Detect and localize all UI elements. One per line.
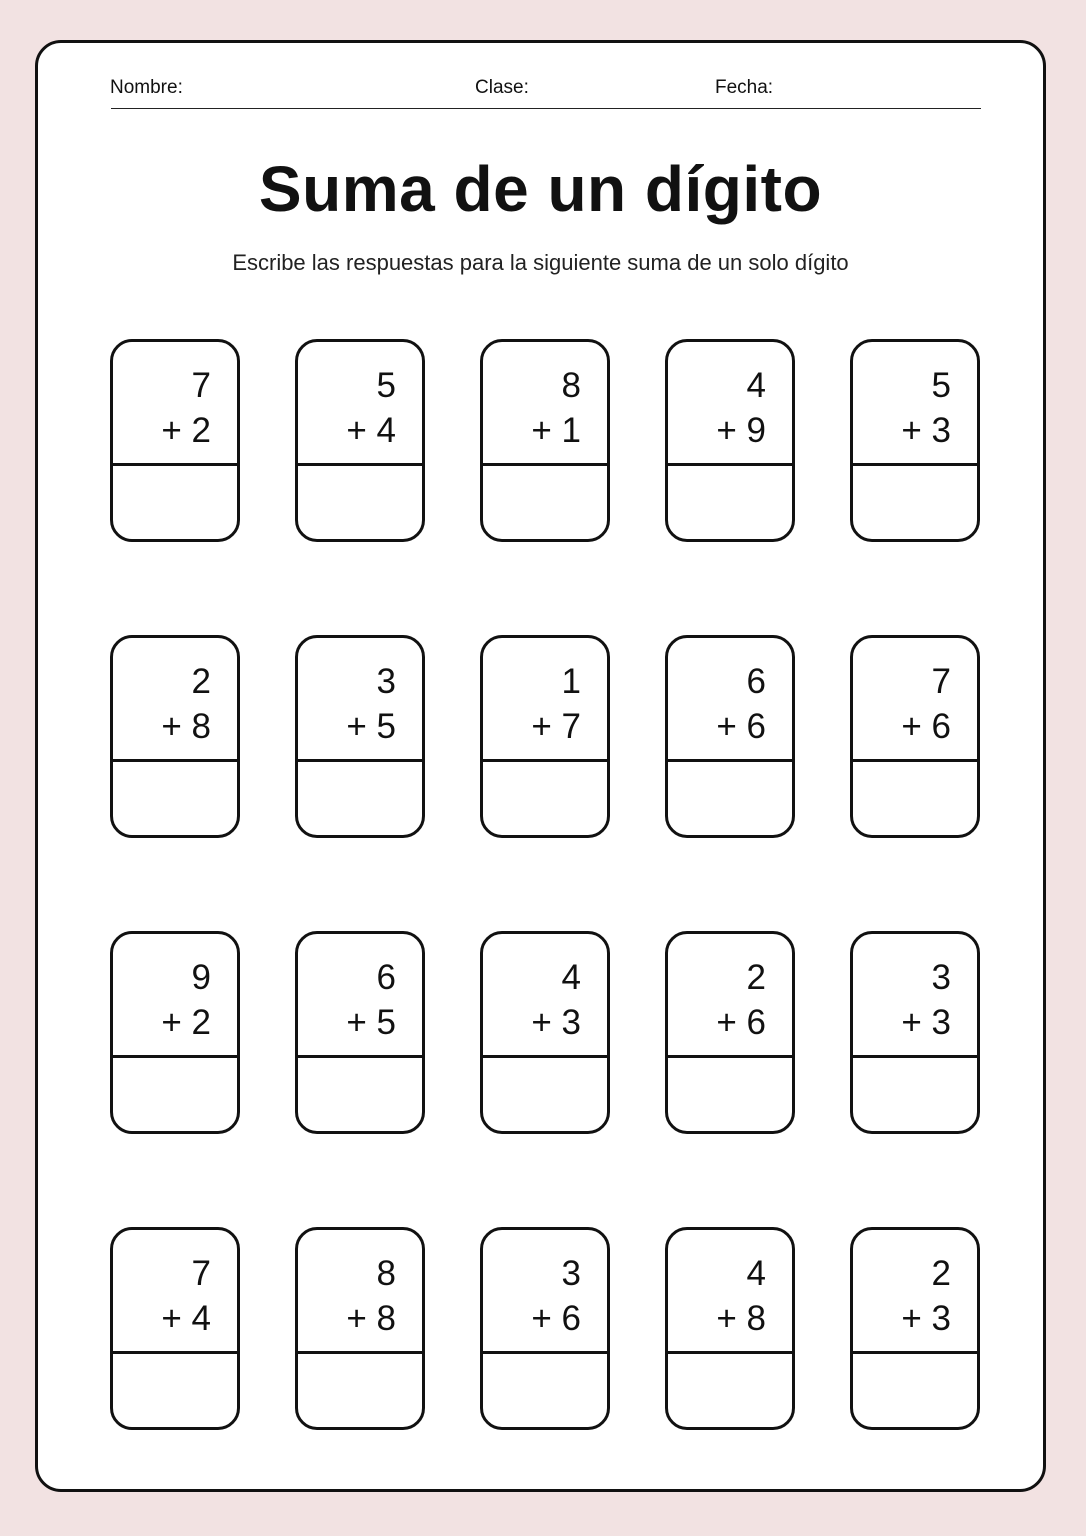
problem-card [665,339,795,542]
answer-box[interactable] [483,1058,607,1131]
problem-operands [113,934,237,1058]
second-addend: + 5 [346,1003,396,1042]
first-addend: 4 [561,958,581,997]
answer-box[interactable] [483,1354,607,1427]
first-addend: 8 [376,1254,396,1293]
problem-card [850,931,980,1134]
first-addend: 8 [561,366,581,405]
second-addend: + 8 [161,707,211,746]
problem-card [110,931,240,1134]
answer-box[interactable] [668,466,792,539]
first-addend: 3 [376,662,396,701]
problem-operands [298,934,422,1058]
second-addend: + 9 [716,411,766,450]
first-addend: 3 [561,1254,581,1293]
first-addend: 2 [746,958,766,997]
problem-card [110,1227,240,1430]
problem-operands [668,638,792,762]
problem-card [295,339,425,542]
answer-box[interactable] [113,466,237,539]
problem-card [295,931,425,1134]
second-addend: + 4 [161,1299,211,1338]
first-addend: 7 [191,366,211,405]
second-addend: + 3 [901,1003,951,1042]
answer-box[interactable] [668,1058,792,1131]
second-addend: + 6 [716,1003,766,1042]
answer-box[interactable] [298,1058,422,1131]
problem-card [480,339,610,542]
first-addend: 4 [746,1254,766,1293]
second-addend: + 8 [716,1299,766,1338]
problem-card [665,1227,795,1430]
problem-operands [853,1230,977,1354]
first-addend: 2 [931,1254,951,1293]
problem-operands [853,342,977,466]
problem-operands [113,342,237,466]
problem-card [480,931,610,1134]
problem-operands [853,638,977,762]
problem-card [665,931,795,1134]
answer-box[interactable] [113,1058,237,1131]
second-addend: + 6 [901,707,951,746]
first-addend: 3 [931,958,951,997]
answer-box[interactable] [483,762,607,835]
second-addend: + 5 [346,707,396,746]
problem-card [850,1227,980,1430]
first-addend: 4 [746,366,766,405]
problem-card [295,635,425,838]
answer-box[interactable] [853,1354,977,1427]
header-write-line[interactable] [111,108,981,109]
second-addend: + 8 [346,1299,396,1338]
worksheet-sheet [35,40,1046,1492]
second-addend: + 3 [901,411,951,450]
first-addend: 6 [746,662,766,701]
problem-operands [853,934,977,1058]
first-addend: 7 [191,1254,211,1293]
class-label: Clase: [475,77,529,98]
problem-operands [483,342,607,466]
second-addend: + 2 [161,1003,211,1042]
page-instructions: Escribe las respuestas para la siguiente suma de un solo dígito [232,250,849,275]
problem-card [110,635,240,838]
answer-box[interactable] [668,762,792,835]
second-addend: + 4 [346,411,396,450]
problem-operands [298,1230,422,1354]
answer-box[interactable] [113,1354,237,1427]
name-label: Nombre: [110,77,183,98]
first-addend: 9 [191,958,211,997]
problem-card [480,1227,610,1430]
answer-box[interactable] [298,1354,422,1427]
answer-box[interactable] [853,1058,977,1131]
second-addend: + 1 [531,411,581,450]
second-addend: + 7 [531,707,581,746]
problem-operands [668,1230,792,1354]
problem-operands [483,638,607,762]
first-addend: 6 [376,958,396,997]
answer-box[interactable] [668,1354,792,1427]
problem-operands [298,342,422,466]
problem-operands [113,638,237,762]
answer-box[interactable] [113,762,237,835]
problem-operands [483,1230,607,1354]
problem-card [850,635,980,838]
second-addend: + 6 [531,1299,581,1338]
first-addend: 2 [191,662,211,701]
answer-box[interactable] [298,762,422,835]
problem-grid [110,339,980,1431]
problem-card [295,1227,425,1430]
second-addend: + 2 [161,411,211,450]
answer-box[interactable] [853,762,977,835]
second-addend: + 3 [531,1003,581,1042]
problem-operands [483,934,607,1058]
first-addend: 5 [931,366,951,405]
problem-operands [298,638,422,762]
second-addend: + 6 [716,707,766,746]
answer-box[interactable] [483,466,607,539]
first-addend: 7 [931,662,951,701]
problem-card [665,635,795,838]
answer-box[interactable] [853,466,977,539]
problem-operands [113,1230,237,1354]
problem-card [480,635,610,838]
problem-card [850,339,980,542]
problem-operands [668,934,792,1058]
problem-operands [668,342,792,466]
problem-card [110,339,240,542]
first-addend: 1 [561,662,581,701]
second-addend: + 3 [901,1299,951,1338]
date-label: Fecha: [715,77,774,98]
answer-box[interactable] [298,466,422,539]
page-title: Suma de un dígito [258,153,823,225]
first-addend: 5 [376,366,396,405]
